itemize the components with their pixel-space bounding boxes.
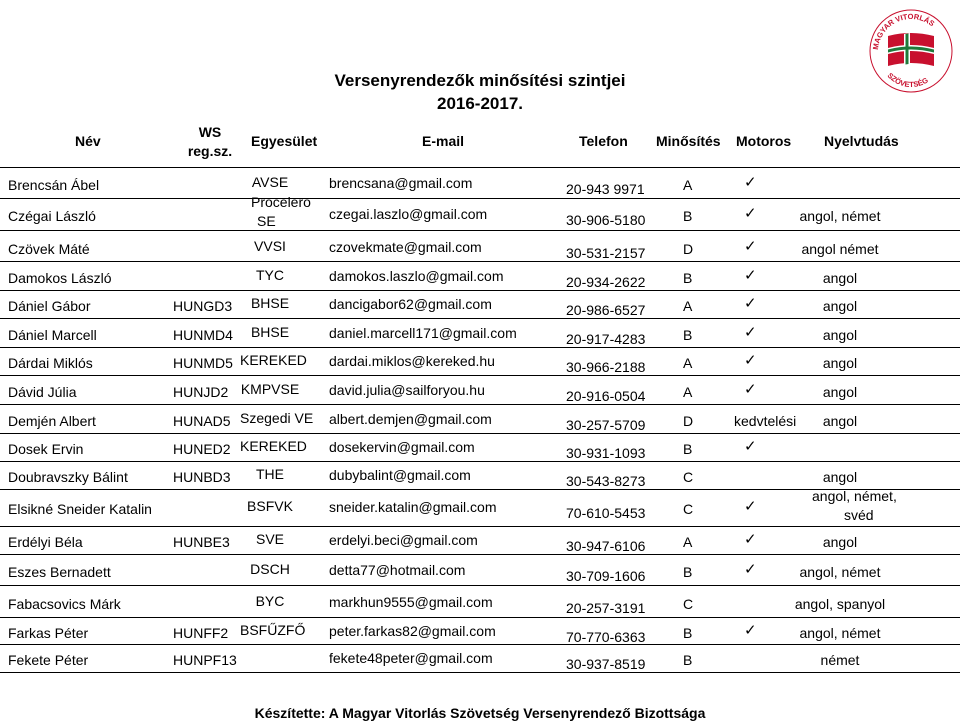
row-lang: angol (822, 384, 858, 400)
row-reg: HUNMD4 (173, 326, 233, 343)
check-icon: ✓ (744, 237, 757, 255)
row-club: BSFŰZFŐ (240, 621, 306, 638)
row-reg: HUNMD5 (173, 355, 233, 371)
row-reg: HUNBE3 (173, 534, 230, 550)
row-name: Dárdai Miklós (8, 355, 93, 371)
row-rule (0, 617, 960, 618)
check-icon: ✓ (744, 531, 757, 548)
row-lang: angol (822, 326, 858, 343)
row-phone: 30-966-2188 (566, 359, 646, 375)
row-email: dosekervin@gmail.com (329, 439, 475, 455)
row-name: Czégai László (8, 208, 96, 224)
row-rating: B (683, 326, 693, 343)
row-club: AVSE (251, 174, 289, 190)
row-rating: C (683, 595, 694, 612)
row-lang: svéd (844, 507, 874, 523)
header-name: Név (75, 133, 101, 149)
row-rating: A (683, 355, 693, 371)
row-name: Fabacsovics Márk (8, 595, 121, 612)
row-club: THE (256, 465, 284, 482)
row-phone: 20-917-4283 (566, 330, 646, 347)
row-reg: HUNJD2 (173, 384, 229, 400)
row-name: Dosek Ervin (8, 441, 84, 457)
check-icon: ✓ (744, 621, 757, 639)
row-phone: 30-709-1606 (566, 567, 646, 584)
row-name: Fekete Péter (8, 652, 89, 668)
row-rating: B (683, 269, 693, 286)
row-email: czovekmate@gmail.com (329, 238, 482, 255)
row-phone: 30-931-1093 (566, 445, 646, 461)
row-club: BSFVK (247, 498, 293, 514)
row-rating: B (683, 652, 693, 668)
row-email: czegai.laszlo@gmail.com (329, 206, 488, 222)
row-phone: 30-947-6106 (566, 538, 646, 554)
row-reg: HUNAD5 (173, 412, 231, 429)
row-rule (0, 585, 960, 586)
row-name: Czövek Máté (8, 240, 90, 257)
header-reg-top: WS (198, 124, 222, 140)
row-rule (0, 461, 960, 462)
row-motor: kedvtelési (734, 412, 797, 429)
row-rule (0, 230, 960, 231)
row-club: KMPVSE (240, 381, 300, 397)
row-rating: B (683, 208, 693, 224)
row-rating: C (683, 468, 694, 485)
row-rating: A (683, 177, 693, 193)
row-phone: 20-257-3191 (566, 599, 646, 616)
row-lang: angol, német (799, 563, 881, 580)
row-club: KEREKED (240, 438, 307, 454)
check-icon: ✓ (744, 381, 757, 398)
row-name: Erdélyi Béla (8, 534, 83, 550)
row-club: TYC (256, 266, 284, 283)
row-rule (0, 526, 960, 527)
row-name: Damokos László (8, 269, 112, 286)
row-reg: HUNBD3 (173, 468, 231, 485)
row-club: SVE (255, 531, 284, 547)
check-icon: ✓ (744, 174, 757, 191)
header-rating: Minősítés (656, 133, 721, 149)
row-rating: A (683, 298, 693, 314)
row-name: Farkas Péter (8, 624, 89, 641)
check-icon: ✓ (744, 498, 757, 515)
row-rule (0, 404, 960, 405)
row-name: Dániel Marcell (8, 326, 97, 343)
row-phone: 30-257-5709 (566, 416, 646, 433)
row-reg: HUNPF13 (173, 652, 237, 668)
row-club: BYC (255, 592, 285, 609)
logo-text: MAGYAR VITORLÁS (871, 11, 937, 51)
row-rating: B (683, 624, 693, 641)
row-phone: 70-610-5453 (566, 505, 646, 521)
row-club: BHSE (250, 323, 290, 340)
row-lang: angol (822, 355, 858, 371)
row-email: markhun9555@gmail.com (329, 593, 493, 610)
row-rule (0, 644, 960, 645)
row-phone: 30-906-5180 (566, 212, 646, 228)
check-icon: ✓ (744, 266, 757, 284)
row-phone: 30-543-8273 (566, 472, 646, 489)
row-rule (0, 672, 960, 673)
row-club: KEREKED (240, 352, 307, 368)
check-icon: ✓ (744, 560, 757, 578)
row-email: albert.demjen@gmail.com (329, 410, 492, 427)
row-name: Doubravszky Bálint (8, 468, 128, 485)
row-name: Dávid Júlia (8, 384, 77, 400)
row-rule (0, 433, 960, 434)
header-club: Egyesület (251, 133, 318, 149)
row-rule (0, 198, 960, 199)
header-email: E-mail (422, 133, 465, 149)
row-reg: HUNED2 (173, 441, 231, 457)
row-phone: 20-943 9971 (566, 181, 645, 197)
row-club: Szegedi VE (240, 409, 314, 426)
header-reg-bottom: reg.sz. (187, 143, 233, 159)
row-lang: angol, német, (812, 488, 897, 504)
row-phone: 30-937-8519 (566, 656, 646, 672)
row-rating: A (683, 384, 693, 400)
row-phone: 70-770-6363 (566, 628, 646, 645)
row-email: erdelyi.beci@gmail.com (329, 532, 478, 548)
header-lang: Nyelvtudás (824, 133, 899, 149)
row-rating: D (683, 412, 694, 429)
row-email: fekete48peter@gmail.com (329, 650, 493, 666)
footer: Készítette: A Magyar Vitorlás Szövetség Versenyrendező Bizottsága (254, 705, 706, 721)
row-name: Elsikné Sneider Katalin (8, 501, 152, 517)
row-name: Demjén Albert (8, 412, 96, 429)
row-email: dardai.miklos@kereked.hu (329, 353, 495, 369)
row-lang: angol, német (799, 208, 881, 224)
row-lang: angol (822, 298, 858, 314)
row-email: dancigabor62@gmail.com (329, 296, 492, 312)
check-icon: ✓ (744, 295, 757, 312)
row-email: detta77@hotmail.com (329, 561, 466, 578)
row-lang: angol (822, 412, 858, 429)
row-reg: HUNFF2 (173, 624, 229, 641)
row-email: david.julia@sailforyou.hu (329, 382, 485, 398)
row-rating: C (683, 501, 694, 517)
row-email: daniel.marcell171@gmail.com (329, 324, 517, 341)
row-lang: német (820, 652, 860, 668)
check-icon: ✓ (744, 205, 757, 222)
row-lang: angol, német (799, 624, 881, 641)
row-name: Brencsán Ábel (8, 177, 100, 193)
row-rating: A (683, 534, 693, 550)
row-reg: HUNGD3 (173, 298, 233, 314)
row-name: Dániel Gábor (8, 298, 91, 314)
row-email: damokos.laszlo@gmail.com (329, 267, 504, 284)
row-lang: angol, spanyol (794, 595, 886, 612)
row-phone: 20-916-0504 (566, 388, 646, 404)
row-email: brencsana@gmail.com (329, 175, 473, 191)
row-rating: B (683, 441, 693, 457)
row-rating: B (683, 563, 693, 580)
mvsz-logo (866, 4, 956, 94)
page-title: Versenyrendezők minősítési szintjei (334, 71, 626, 90)
row-lang: angol (822, 269, 858, 286)
row-rule (0, 290, 960, 291)
check-icon: ✓ (744, 323, 757, 341)
row-email: sneider.katalin@gmail.com (329, 499, 497, 515)
check-icon: ✓ (744, 438, 757, 455)
row-rule (0, 318, 960, 319)
header-rule (0, 167, 960, 168)
page-subtitle-season: 2016-2017. (436, 94, 524, 113)
row-lang: angol német (801, 240, 879, 257)
row-lang: angol (822, 534, 858, 550)
row-club: Procelero (251, 194, 311, 210)
row-lang: angol (822, 468, 858, 485)
flag-icon (888, 33, 934, 66)
row-club: SE (257, 213, 276, 229)
row-email: dubybalint@gmail.com (329, 466, 471, 483)
check-icon: ✓ (744, 352, 757, 369)
row-phone: 20-986-6527 (566, 302, 646, 318)
row-rule (0, 261, 960, 262)
row-club: VVSI (254, 237, 286, 254)
svg-text:SZÖVETSÉG: SZÖVETSÉG (885, 70, 930, 90)
row-rating: D (683, 240, 694, 257)
row-club: DSCH (250, 560, 290, 577)
row-rule (0, 554, 960, 555)
row-name: Eszes Bernadett (8, 563, 111, 580)
row-phone: 30-531-2157 (566, 244, 646, 261)
row-phone: 20-934-2622 (566, 273, 646, 290)
row-rule (0, 347, 960, 348)
header-motor: Motoros (736, 133, 792, 149)
header-phone: Telefon (579, 133, 628, 149)
row-club: BHSE (250, 295, 290, 311)
row-email: peter.farkas82@gmail.com (329, 622, 496, 639)
row-rule (0, 375, 960, 376)
